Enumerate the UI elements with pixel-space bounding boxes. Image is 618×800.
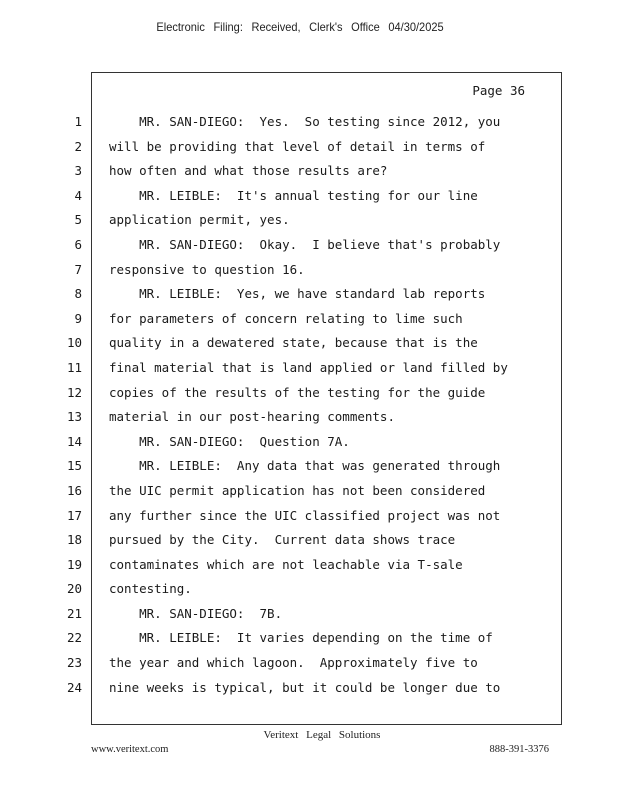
footer-company: Veritext Legal Solutions xyxy=(263,729,381,741)
transcript-line: the UIC permit application has not been considered xyxy=(109,482,486,498)
line-number: 10 xyxy=(66,335,82,351)
transcript-line: MR. LEIBLE: Any data that was generated through xyxy=(109,458,501,474)
line-number: 9 xyxy=(74,310,82,326)
transcript-line: final material that is land applied or land filled by xyxy=(109,359,508,375)
footer-phone: 888-391-3376 xyxy=(489,744,549,755)
footer-website: www.veritext.com xyxy=(91,744,169,755)
line-number: 24 xyxy=(66,679,82,695)
line-number: 14 xyxy=(66,433,82,449)
line-number: 21 xyxy=(66,605,82,621)
line-number-column xyxy=(40,113,82,703)
line-number: 16 xyxy=(66,482,82,498)
transcript-line: contesting. xyxy=(109,581,192,597)
transcript-line: MR. LEIBLE: It's annual testing for our line xyxy=(109,187,478,203)
transcript-line: MR. SAN-DIEGO: Yes. So testing since 2012, you xyxy=(109,114,501,129)
line-number: 6 xyxy=(74,236,82,252)
line-number: 23 xyxy=(66,655,82,671)
line-number: 4 xyxy=(74,187,82,203)
line-number: 3 xyxy=(74,163,82,179)
line-number: 13 xyxy=(66,409,82,425)
line-number: 12 xyxy=(66,384,82,400)
transcript-text xyxy=(109,113,557,703)
transcript-line: for parameters of concern relating to lime such xyxy=(109,310,463,326)
transcript-line: application permit, yes. xyxy=(109,212,290,228)
transcript-line: MR. SAN-DIEGO: Okay. I believe that's probably xyxy=(109,236,501,252)
transcript-line: contaminates which are not leachable via T-sale xyxy=(109,556,463,572)
line-number: 8 xyxy=(74,286,82,302)
line-number: 15 xyxy=(66,458,82,474)
filing-stamp-header: Electronic Filing: Received, Clerk's Office 04/30/2025 xyxy=(156,20,444,34)
line-number: 18 xyxy=(66,532,82,548)
transcript-line: MR. LEIBLE: It varies depending on the time of xyxy=(109,630,493,646)
transcript-line: any further since the UIC classified project was not xyxy=(109,507,501,523)
transcript-line: MR. SAN-DIEGO: 7B. xyxy=(109,605,283,621)
line-number: 22 xyxy=(66,630,82,646)
line-number: 5 xyxy=(74,212,82,228)
transcript-line: quality in a dewatered state, because that is the xyxy=(109,335,478,351)
transcript-line: material in our post-hearing comments. xyxy=(109,409,395,425)
line-number: 1 xyxy=(74,114,82,129)
line-number: 7 xyxy=(74,261,82,277)
transcript-line: MR. LEIBLE: Yes, we have standard lab reports xyxy=(109,286,486,302)
page-number: Page 36 xyxy=(472,83,525,98)
transcript-line: will be providing that level of detail in terms of xyxy=(109,138,486,154)
line-number: 17 xyxy=(66,507,82,523)
transcript-line: MR. SAN-DIEGO: Question 7A. xyxy=(109,433,350,449)
line-number: 19 xyxy=(66,556,82,572)
line-number: 20 xyxy=(66,581,82,597)
line-number: 2 xyxy=(74,138,82,154)
transcript-line: nine weeks is typical, but it could be longer due to xyxy=(109,679,501,695)
transcript-line: responsive to question 16. xyxy=(109,261,305,277)
transcript-line: how often and what those results are? xyxy=(109,163,388,179)
line-number: 11 xyxy=(66,359,82,375)
transcript-line: pursued by the City. Current data shows trace xyxy=(109,532,456,548)
transcript-line: copies of the results of the testing for the guide xyxy=(109,384,486,400)
transcript-line: the year and which lagoon. Approximately five to xyxy=(109,655,478,671)
